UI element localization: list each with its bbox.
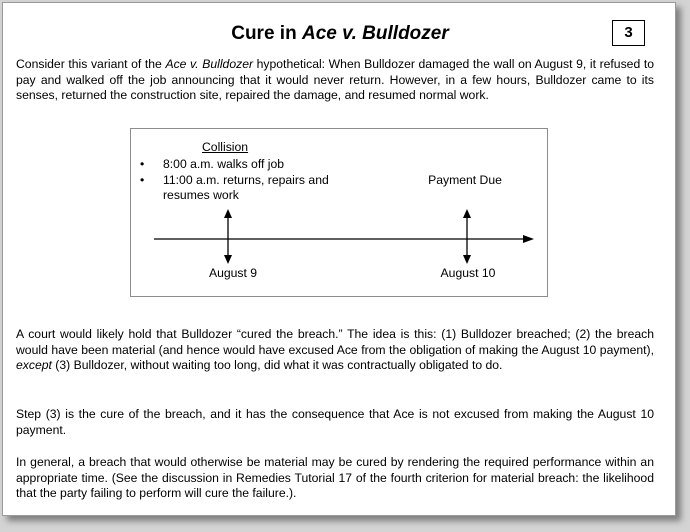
list-item: [139, 173, 329, 204]
bullet-glyph: •: [140, 157, 145, 171]
paragraph-2-text-2: (3) Bulldozer, without waiting too long, did what it was contractually obligated to do.: [51, 358, 503, 373]
intro-paragraph: [16, 57, 654, 104]
timeline-diagram: [130, 128, 548, 297]
slide: [2, 2, 676, 516]
collision-events-list: [139, 157, 329, 204]
date-august-9: August 9: [208, 266, 258, 280]
page-number-box: 3: [612, 20, 645, 46]
payment-marker-up-arrow: [463, 209, 471, 218]
bullet-glyph: •: [140, 172, 145, 187]
paragraph-2-text-1: A court would likely hold that Bulldozer “cured the breach.” The idea is this: (1) Bulldozer breached; (2) the breach would have been material (and hence would have excused Ace from the obligation of making the August 10 payment),: [16, 327, 654, 357]
collision-marker-down-arrow: [224, 255, 232, 264]
intro-case-name: Ace v. Bulldozer: [165, 57, 254, 71]
step-3-paragraph: Step (3) is the cure of the breach, and it has the consequence that Ace is not excused from making the August 10 payment.: [16, 407, 654, 437]
event-text: 8:00 a.m. walks off job: [163, 157, 285, 171]
cure-explanation-paragraph: [16, 327, 654, 374]
paragraph-2-emphasis: except: [16, 358, 52, 373]
collision-label: Collision: [202, 140, 249, 154]
page-title: [3, 23, 677, 45]
title-prefix: Cure in: [231, 23, 302, 44]
date-august-10: August 10: [440, 266, 496, 280]
payment-marker-down-arrow: [463, 255, 471, 264]
timeline-arrowhead: [523, 235, 534, 243]
event-text: 11:00 a.m. returns, repairs and resumes work: [163, 172, 329, 202]
general-rule-paragraph: In general, a breach that would otherwise be material may be cured by rendering the required performance within an appropriate time. (See the discussion in Remedies Tutorial 17 of the fourth criterion for material breach: the likelihood that the party failing to perform will cure the failure.).: [16, 455, 654, 501]
intro-text-1: Consider this variant of the: [16, 57, 166, 71]
payment-due-label: Payment Due: [428, 173, 502, 187]
intro-text-2: hypothetical: When Bulldozer damaged the wall on August 9, it refused to pay and walked off the job announcing that it would never return. However, in a few hours, Bulldozer came to its senses, returned the construction site, repaired the damage, and resumed normal work.: [16, 57, 654, 103]
collision-marker-up-arrow: [224, 209, 232, 218]
list-item: [139, 157, 329, 173]
title-case-name: Ace v. Bulldozer: [301, 23, 449, 44]
